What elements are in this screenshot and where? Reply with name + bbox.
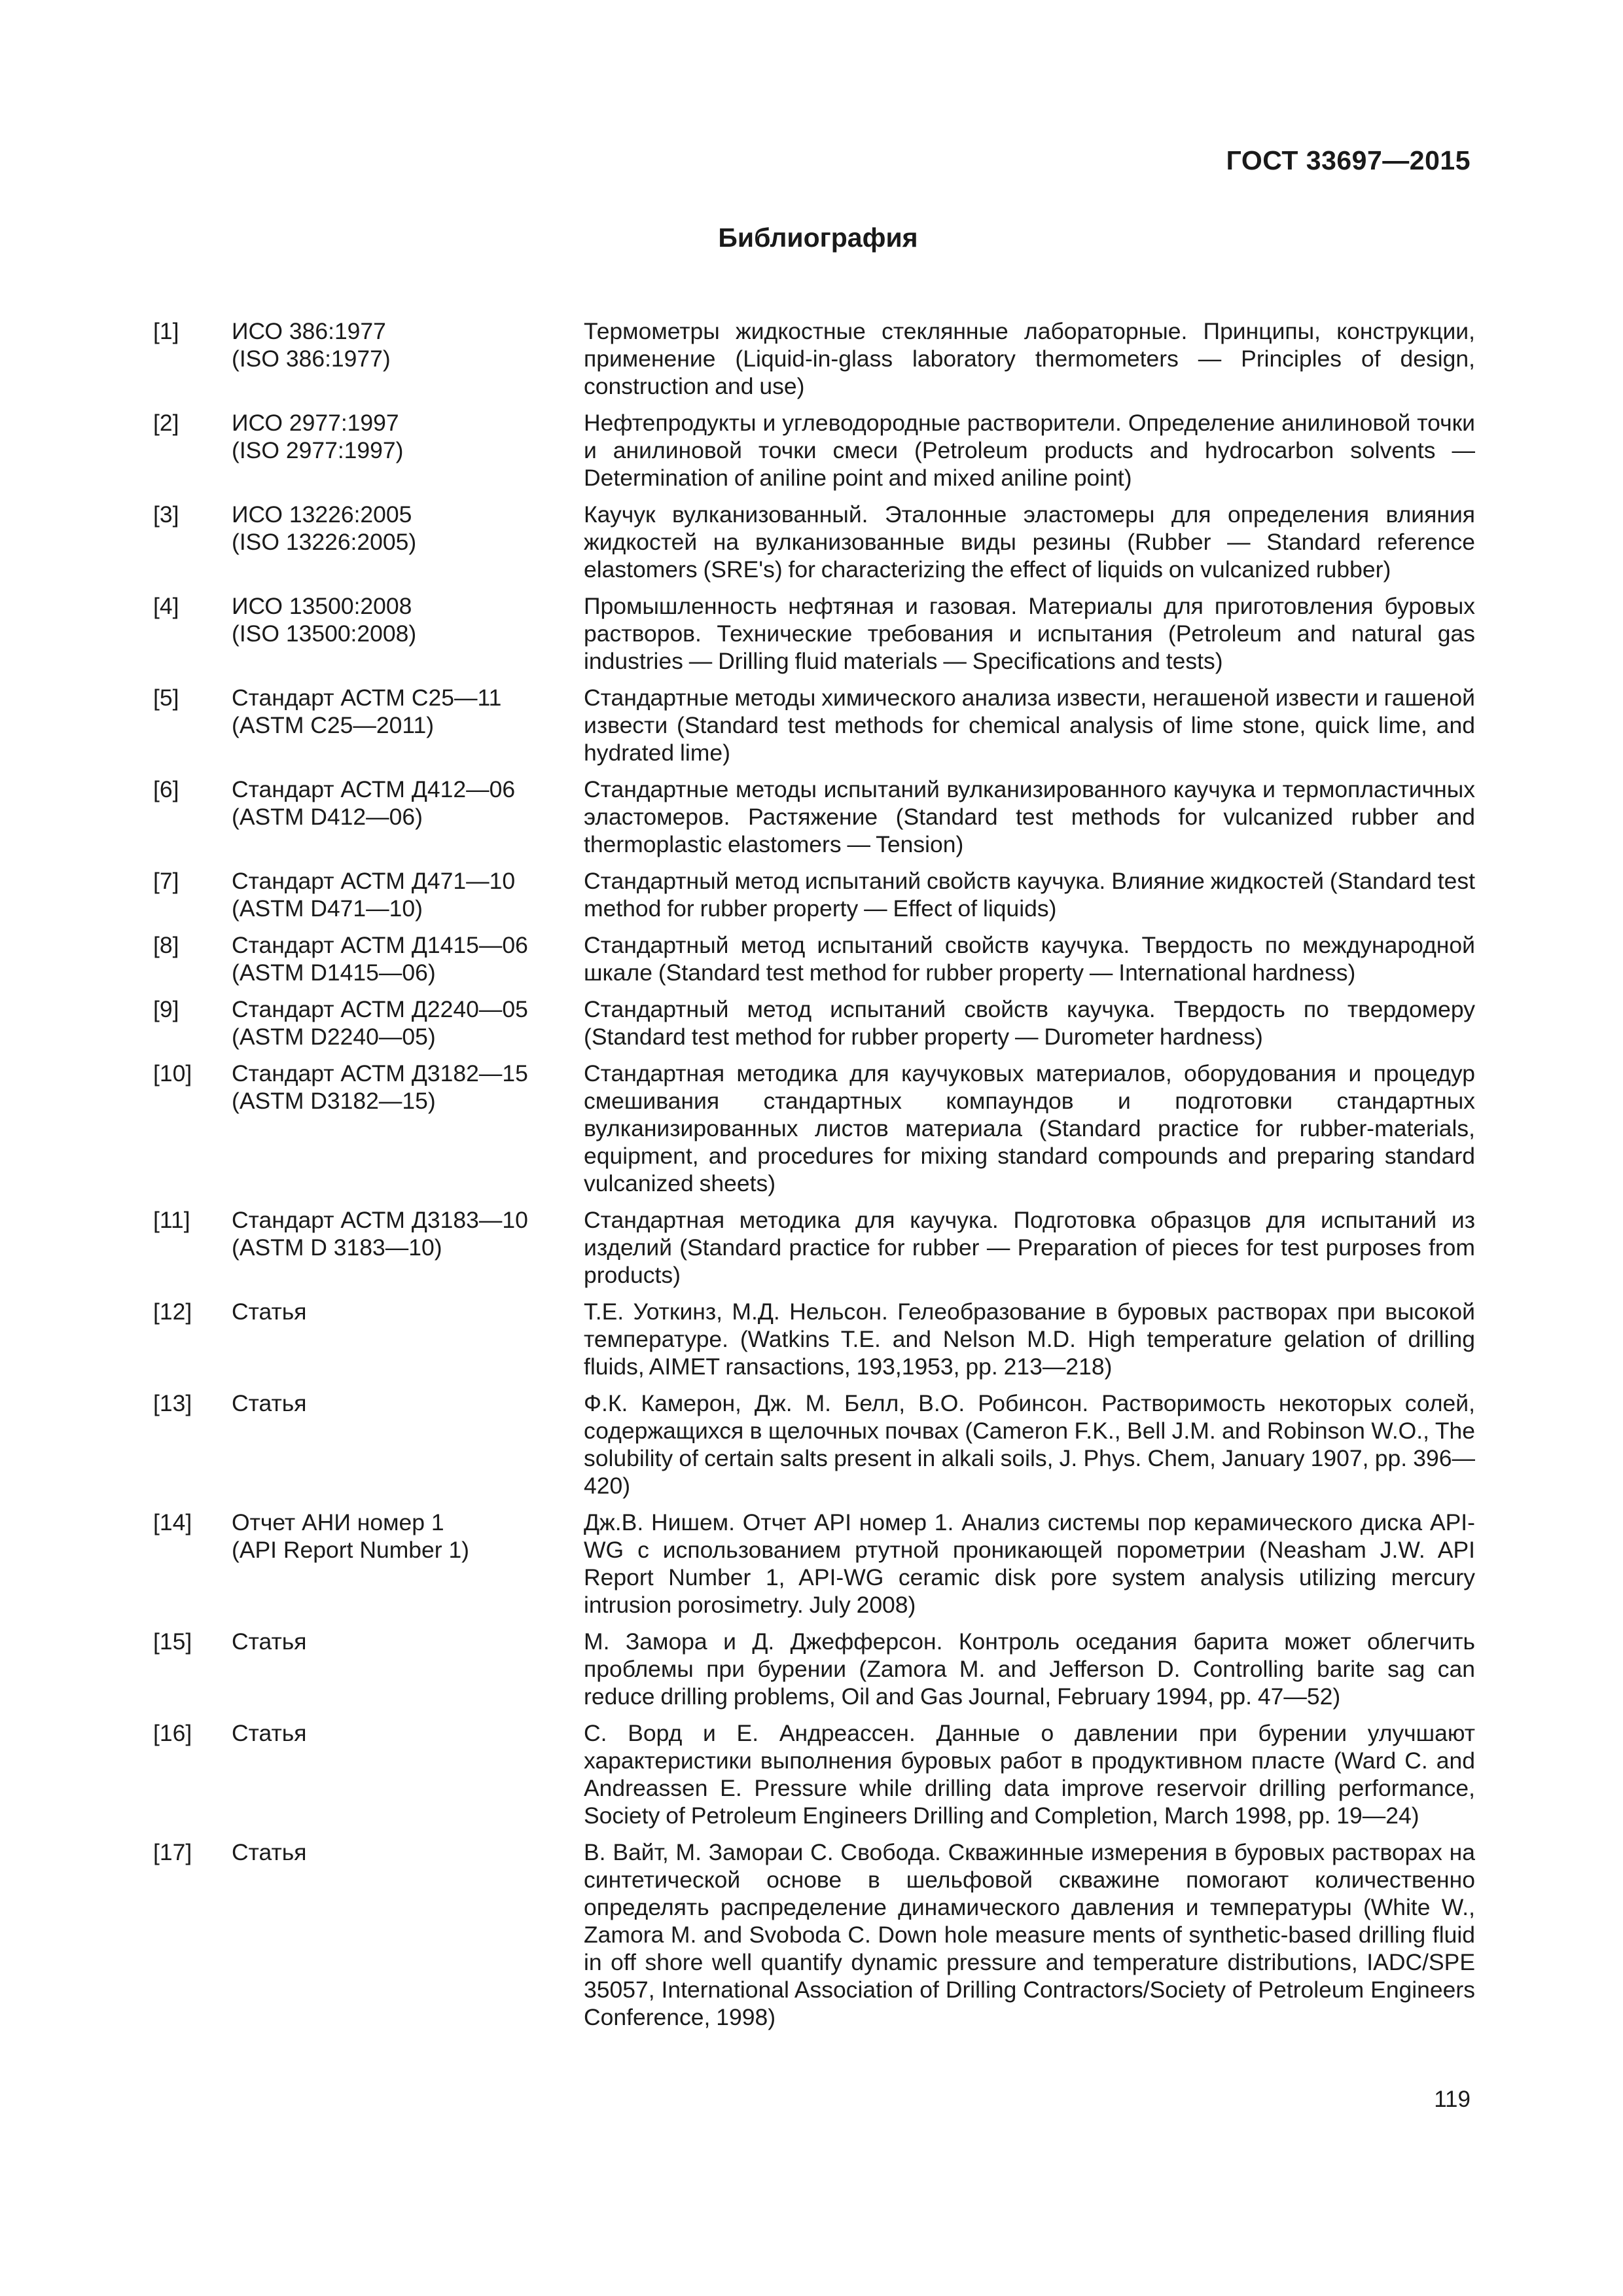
entry-description: Термометры жидкостные стеклянные лабораторные. Принципы, конструкции, применение (Liquid-in-glass laboratory thermometers — Principles of design, construction and use) bbox=[584, 318, 1475, 399]
bibliography-entry bbox=[153, 684, 1475, 766]
entry-reference: Стандарт АСТМ Д412—06 (ASTM D412—06) bbox=[232, 776, 516, 830]
entry-number: [15] bbox=[153, 1628, 192, 1655]
entry-reference: Стандарт АСТМ Д3183—10 (ASTM D 3183—10) bbox=[232, 1207, 528, 1261]
bibliography-entry bbox=[153, 501, 1475, 583]
entry-number: [12] bbox=[153, 1299, 192, 1325]
entry-number: [9] bbox=[153, 996, 179, 1022]
entry-reference: ИСО 13500:2008 (ISO 13500:2008) bbox=[232, 593, 417, 647]
entry-number: [17] bbox=[153, 1839, 192, 1865]
entry-reference: Статья bbox=[232, 1299, 307, 1325]
entry-number: [14] bbox=[153, 1509, 192, 1535]
entry-description: Нефтепродукты и углеводородные растворители. Определение анилиновой точки и анилиновой точки смеси (Petroleum products and hydrocarbon solvents — Determination of aniline point and mixed aniline point) bbox=[584, 410, 1475, 491]
entry-number: [16] bbox=[153, 1720, 192, 1746]
entry-number: [4] bbox=[153, 593, 179, 619]
entry-number: [2] bbox=[153, 410, 179, 436]
entry-description: Стандартная методика для каучука. Подготовка образцов для испытаний из изделий (Standard practice for rubber — Preparation of pieces for test purposes from products) bbox=[584, 1207, 1475, 1288]
entry-number: [3] bbox=[153, 501, 179, 528]
entry-reference: Статья bbox=[232, 1390, 307, 1416]
entry-reference: Статья bbox=[232, 1839, 307, 1865]
entry-description: Стандартные методы испытаний вулканизированного каучука и термопластичных эластомеров. Растяжение (Standard test methods for vulcanized rubber and thermoplastic elastomers — Tension) bbox=[584, 776, 1475, 857]
entry-number: [13] bbox=[153, 1390, 192, 1416]
bibliography-list bbox=[153, 317, 1475, 2040]
bibliography-entry bbox=[153, 996, 1475, 1050]
entry-description: С. Ворд и Е. Андреассен. Данные о давлении при бурении улучшают характеристики выполнения буровых работ в продуктивном пласте (Ward C. and Andreassen E. Pressure while drilling data improve reservoir drilling performance, Society of Petroleum Engineers Drilling and Completion, March 1998, pp. 19—24) bbox=[584, 1720, 1475, 1829]
section-title: Библиография bbox=[718, 223, 918, 253]
entry-description: Т.Е. Уоткинз, М.Д. Нельсон. Гелеобразование в буровых растворах при высокой температуре. (Watkins T.E. and Nelson M.D. High temperature gelation of drilling fluids, AIMET ransactions, 193,1953, pp. 213—218) bbox=[584, 1299, 1475, 1380]
entry-reference: Стандарт АСТМ Д3182—15 (ASTM D3182—15) bbox=[232, 1060, 528, 1114]
entry-description: Стандартные методы химического анализа извести, негашеной извести и гашеной извести (Standard test methods for chemical analysis of lime stone, quick lime, and hydrated lime) bbox=[584, 685, 1475, 766]
bibliography-entry bbox=[153, 776, 1475, 858]
entry-description: Промышленность нефтяная и газовая. Материалы для приготовления буровых растворов. Технические требования и испытания (Petroleum and natural gas industries — Drilling fluid materials — Specifications and tests) bbox=[584, 593, 1475, 674]
entry-description: Стандартная методика для каучуковых материалов, оборудования и процедур смешивания стандартных компаундов и подготовки стандартных вулканизированных листов материала (Standard practice for rubber-materials, equipment, and procedures for mixing standard compounds and preparing standard vulcanized sheets) bbox=[584, 1060, 1475, 1196]
entry-description: Дж.В. Нишем. Отчет API номер 1. Анализ системы пор керамического диска API-WG с использованием ртутной проникающей порометрии (Neasham J.W. API Report Number 1, API-WG ceramic disk pore system analysis utilizing mercury intrusion porosimetry. July 2008) bbox=[584, 1509, 1475, 1618]
bibliography-entry bbox=[153, 1390, 1475, 1499]
document-code: ГОСТ 33697—2015 bbox=[1226, 145, 1471, 175]
entry-reference: Стандарт АСТМ С25—11 (ASTM C25—2011) bbox=[232, 685, 502, 738]
entry-reference: ИСО 386:1977 (ISO 386:1977) bbox=[232, 318, 391, 372]
entry-reference: ИСО 2977:1997 (ISO 2977:1997) bbox=[232, 410, 404, 463]
entry-number: [10] bbox=[153, 1060, 192, 1086]
entry-description: М. Замора и Д. Джефферсон. Контроль оседания барита может облегчить проблемы при бурении (Zamora M. and Jefferson D. Controlling barite sag can reduce drilling problems, Oil and Gas Journal, February 1994, pp. 47—52) bbox=[584, 1628, 1475, 1710]
entry-description: Каучук вулканизованный. Эталонные эластомеры для определения влияния жидкостей на вулканизованные виды резины (Rubber — Standard reference elastomers (SRE's) for characterizing the effect of liquids on vulcanized rubber) bbox=[584, 501, 1475, 583]
entry-number: [6] bbox=[153, 776, 179, 802]
bibliography-entry bbox=[153, 317, 1475, 400]
bibliography-entry bbox=[153, 1060, 1475, 1197]
page-number: 119 bbox=[1434, 2087, 1471, 2112]
entry-description: Стандартный метод испытаний свойств каучука. Влияние жидкостей (Standard test method for rubber property — Effect of liquids) bbox=[584, 868, 1475, 922]
entry-description: Ф.К. Камерон, Дж. М. Белл, В.О. Робинсон. Растворимость некоторых солей, содержащихся в щелочных почвах (Cameron F.K., Bell J.M. and Robinson W.O., The solubility of certain salts present in alkali soils, J. Phys. Chem, January 1907, pp. 396—420) bbox=[584, 1390, 1475, 1499]
entry-number: [5] bbox=[153, 685, 179, 711]
bibliography-entry bbox=[153, 1628, 1475, 1710]
bibliography-entry bbox=[153, 1719, 1475, 1829]
entry-description: Стандартный метод испытаний свойств каучука. Твердость по твердомеру (Standard test method for rubber property — Durometer hardness) bbox=[584, 996, 1475, 1050]
entry-reference: ИСО 13226:2005 (ISO 13226:2005) bbox=[232, 501, 417, 555]
entry-number: [1] bbox=[153, 318, 179, 344]
entry-reference: Статья bbox=[232, 1720, 307, 1746]
entry-reference: Статья bbox=[232, 1628, 307, 1655]
entry-description: В. Вайт, М. Замораи С. Свобода. Скважинные измерения в буровых растворах на синтетической основе в шельфовой скважине помогают количественно определять распределение динамического давления и температуры (White W., Zamora M. and Svoboda C. Down hole measure ments of synthetic-based drilling fluid in off shore well quantify dynamic pressure and temperature distributions, IADC/SPE 35057, International Association of Drilling Contractors/Society of Petroleum Engineers Conference, 1998) bbox=[584, 1839, 1475, 2030]
bibliography-entry bbox=[153, 867, 1475, 922]
entry-reference: Стандарт АСТМ Д471—10 (ASTM D471—10) bbox=[232, 868, 516, 922]
bibliography-entry bbox=[153, 1839, 1475, 2031]
bibliography-entry bbox=[153, 1206, 1475, 1289]
entry-number: [7] bbox=[153, 868, 179, 894]
entry-number: [11] bbox=[153, 1207, 190, 1233]
entry-reference: Стандарт АСТМ Д1415—06 (ASTM D1415—06) bbox=[232, 932, 528, 986]
entry-reference: Отчет АНИ номер 1 (API Report Number 1) bbox=[232, 1509, 470, 1563]
bibliography-entry bbox=[153, 409, 1475, 492]
bibliography-entry bbox=[153, 1298, 1475, 1380]
entry-number: [8] bbox=[153, 932, 179, 958]
bibliography-entry bbox=[153, 592, 1475, 675]
entry-description: Стандартный метод испытаний свойств каучука. Твердость по международной шкале (Standard test method for rubber property — International hardness) bbox=[584, 932, 1475, 986]
bibliography-entry bbox=[153, 1509, 1475, 1619]
bibliography-entry bbox=[153, 931, 1475, 986]
entry-reference: Стандарт АСТМ Д2240—05 (ASTM D2240—05) bbox=[232, 996, 528, 1050]
